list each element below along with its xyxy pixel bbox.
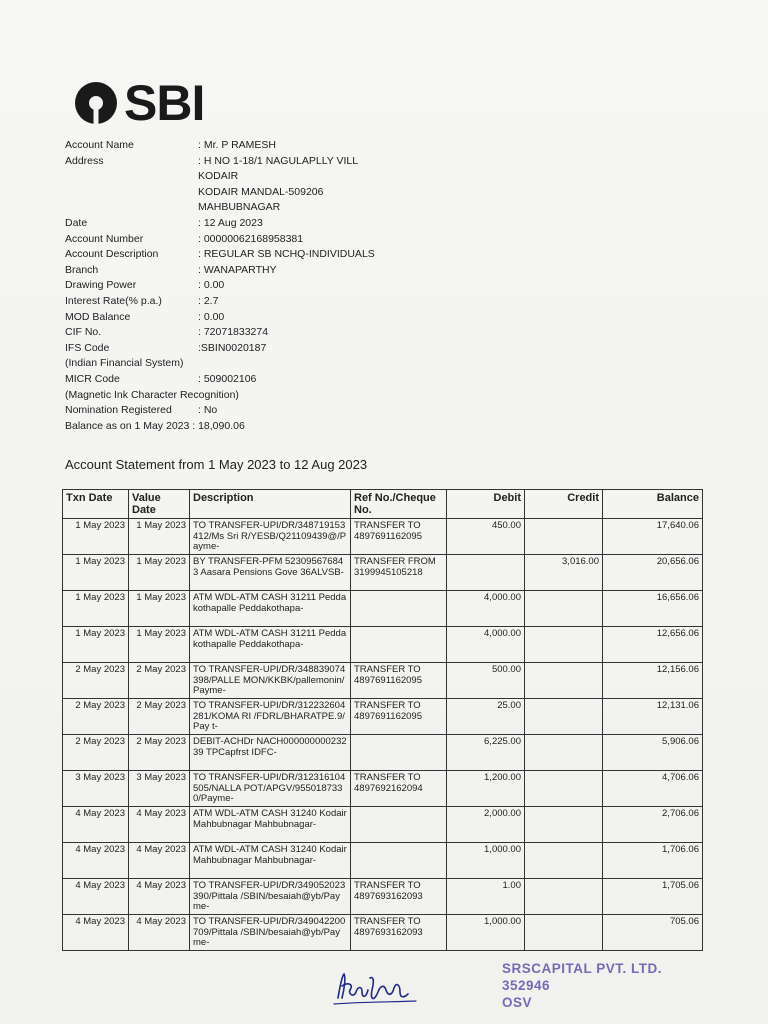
cell-txn-date: 3 May 2023: [63, 771, 129, 807]
cell-ref: TRANSFER FROM 3199945105218: [351, 555, 447, 591]
company-stamp: [502, 960, 662, 1011]
handwritten-signature: [330, 968, 420, 1008]
cell-value-date: 4 May 2023: [129, 843, 190, 879]
cell-value-date: 2 May 2023: [129, 699, 190, 735]
info-row: CIF No. : 72071833274: [65, 326, 269, 339]
cell-balance: 705.06: [603, 915, 703, 951]
cell-value-date: 3 May 2023: [129, 771, 190, 807]
cell-value-date: 4 May 2023: [129, 879, 190, 915]
opening-balance: Balance as on 1 May 2023 : 18,090.06: [65, 419, 245, 432]
cell-description: ATM WDL-ATM CASH 31240 Kodair Mahbubnagar Mahbubnagar-: [190, 807, 351, 843]
cell-txn-date: 2 May 2023: [63, 699, 129, 735]
cell-balance: 1,705.06: [603, 879, 703, 915]
cell-ref: [351, 627, 447, 663]
cell-ref: TRANSFER TO 4897692162094: [351, 771, 447, 807]
table-row: [63, 627, 703, 663]
cell-ref: [351, 735, 447, 771]
header-ref: Ref No./Cheque No.: [351, 490, 447, 519]
cell-value-date: 1 May 2023: [129, 591, 190, 627]
header-value-date: Value Date: [129, 490, 190, 519]
cell-value-date: 1 May 2023: [129, 627, 190, 663]
info-row: IFS Code :SBIN0020187: [65, 341, 267, 354]
cell-debit: 2,000.00: [447, 807, 525, 843]
info-row: MAHBUBNAGAR: [198, 201, 281, 214]
cell-debit: 4,000.00: [447, 591, 525, 627]
cell-credit: [525, 771, 603, 807]
header-balance: Balance: [603, 490, 703, 519]
cell-balance: 2,706.06: [603, 807, 703, 843]
cell-value-date: 4 May 2023: [129, 915, 190, 951]
cell-txn-date: 2 May 2023: [63, 663, 129, 699]
cell-balance: 17,640.06: [603, 519, 703, 555]
cell-txn-date: 1 May 2023: [63, 591, 129, 627]
micr-note: (Magnetic Ink Character Recognition): [65, 388, 239, 401]
cell-description: ATM WDL-ATM CASH 31211 Peddakothapalle Peddakothapa-: [190, 627, 351, 663]
cell-description: TO TRANSFER-UPI/DR/349052023390/Pittala /SBIN/besaiah@yb/Payme-: [190, 879, 351, 915]
info-row: Account Name : Mr. P RAMESH: [65, 139, 276, 151]
cell-balance: 12,656.06: [603, 627, 703, 663]
sbi-logo: [74, 75, 205, 131]
cell-ref: [351, 591, 447, 627]
cell-txn-date: 1 May 2023: [63, 519, 129, 555]
info-row: MOD Balance : 0.00: [65, 310, 225, 323]
cell-debit: 500.00: [447, 663, 525, 699]
table-row: [63, 879, 703, 915]
cell-debit: 4,000.00: [447, 627, 525, 663]
cell-balance: 16,656.06: [603, 591, 703, 627]
cell-ref: TRANSFER TO 4897693162093: [351, 915, 447, 951]
cell-value-date: 2 May 2023: [129, 663, 190, 699]
info-row: Account Description : REGULAR SB NCHQ-INDIVIDUALS: [65, 248, 375, 261]
cell-description: ATM WDL-ATM CASH 31240 Kodair Mahbubnagar Mahbubnagar-: [190, 843, 351, 879]
cell-description: TO TRANSFER-UPI/DR/312232604281/KOMA RI /FDRL/BHARATPE.9/Pay t-: [190, 699, 351, 735]
cell-balance: 12,131.06: [603, 699, 703, 735]
cell-balance: 20,656.06: [603, 555, 703, 591]
cell-debit: 1,000.00: [447, 843, 525, 879]
cell-credit: [525, 735, 603, 771]
cell-description: ATM WDL-ATM CASH 31211 Peddakothapalle Peddakothapa-: [190, 591, 351, 627]
header-description: Description: [190, 490, 351, 519]
cell-debit: 1.00: [447, 879, 525, 915]
cell-debit: 25.00: [447, 699, 525, 735]
table-row: [63, 699, 703, 735]
cell-debit: 450.00: [447, 519, 525, 555]
stamp-line-1: SRSCAPITAL PVT. LTD.: [502, 961, 663, 976]
cell-txn-date: 4 May 2023: [63, 879, 129, 915]
cell-description: TO TRANSFER-UPI/DR/348719153412/Ms Sri R/YESB/Q21109439@/Payme-: [190, 519, 351, 555]
cell-txn-date: 2 May 2023: [63, 735, 129, 771]
cell-balance: 1,706.06: [603, 843, 703, 879]
micr-row: MICR Code : 509002106: [65, 372, 257, 385]
info-row: Date : 12 Aug 2023: [65, 216, 263, 229]
table-row: [63, 663, 703, 699]
cell-credit: 3,016.00: [525, 555, 603, 591]
cell-txn-date: 1 May 2023: [63, 627, 129, 663]
signature: [330, 968, 420, 1013]
header-credit: Credit: [525, 490, 603, 519]
stamp-line-2: 352946: [502, 978, 551, 993]
cell-value-date: 2 May 2023: [129, 735, 190, 771]
table-row: [63, 555, 703, 591]
sbi-keyhole-icon: [74, 81, 118, 125]
cell-ref: TRANSFER TO 4897693162093: [351, 879, 447, 915]
cell-ref: [351, 807, 447, 843]
cell-description: TO TRANSFER-UPI/DR/349042200709/Pittala /SBIN/besaiah@yb/Payme-: [190, 915, 351, 951]
cell-description: BY TRANSFER-PFM 523095676843 Aasara Pensions Gove 36ALVSB-: [190, 555, 351, 591]
header-txn-date: Txn Date: [63, 490, 129, 519]
cell-debit: [447, 555, 525, 591]
account-info: [65, 138, 375, 434]
cell-value-date: 4 May 2023: [129, 807, 190, 843]
cell-credit: [525, 591, 603, 627]
nomination-row: Nomination Registered : No: [65, 404, 218, 417]
cell-debit: 6,225.00: [447, 735, 525, 771]
table-row: [63, 519, 703, 555]
cell-value-date: 1 May 2023: [129, 519, 190, 555]
info-row: Account Number : 00000062168958381: [65, 232, 304, 245]
table-row: [63, 843, 703, 879]
transactions-body: [63, 519, 703, 951]
cell-value-date: 1 May 2023: [129, 555, 190, 591]
stamp-line-3: OSV: [502, 995, 533, 1010]
cell-debit: 1,200.00: [447, 771, 525, 807]
table-row: [63, 735, 703, 771]
table-row: [63, 771, 703, 807]
cell-txn-date: 4 May 2023: [63, 843, 129, 879]
cell-balance: 4,706.06: [603, 771, 703, 807]
cell-txn-date: 1 May 2023: [63, 555, 129, 591]
cell-description: TO TRANSFER-UPI/DR/312316104505/NALLA POT/APGV/9550187330/Payme-: [190, 771, 351, 807]
cell-txn-date: 4 May 2023: [63, 807, 129, 843]
cell-balance: 5,906.06: [603, 735, 703, 771]
cell-ref: TRANSFER TO 4897691162095: [351, 663, 447, 699]
table-header-row: [63, 490, 703, 519]
cell-credit: [525, 663, 603, 699]
cell-ref: [351, 843, 447, 879]
info-row: Interest Rate(% p.a.) : 2.7: [65, 294, 219, 307]
info-row: Address : H NO 1-18/1 NAGULAPLLY VILL: [65, 154, 359, 167]
cell-credit: [525, 879, 603, 915]
cell-credit: [525, 843, 603, 879]
cell-ref: TRANSFER TO 4897691162095: [351, 699, 447, 735]
table-row: [63, 915, 703, 951]
cell-credit: [525, 699, 603, 735]
sbi-logo-text: SBI: [124, 75, 205, 131]
cell-txn-date: 4 May 2023: [63, 915, 129, 951]
statement-title: Account Statement from 1 May 2023 to 12 Aug 2023: [65, 457, 368, 472]
cell-credit: [525, 915, 603, 951]
cell-credit: [525, 519, 603, 555]
ifs-note: (Indian Financial System): [65, 357, 184, 370]
info-row: Branch : WANAPARTHY: [65, 263, 277, 276]
cell-credit: [525, 627, 603, 663]
cell-description: DEBIT-ACHDr NACH00000000023239 TPCapfrst IDFC-: [190, 735, 351, 771]
cell-description: TO TRANSFER-UPI/DR/348839074398/PALLE MON/KKBK/pallemonin/Payme-: [190, 663, 351, 699]
cell-debit: 1,000.00: [447, 915, 525, 951]
header-debit: Debit: [447, 490, 525, 519]
info-row: Drawing Power : 0.00: [65, 279, 225, 292]
cell-ref: TRANSFER TO 4897691162095: [351, 519, 447, 555]
cell-credit: [525, 807, 603, 843]
cell-balance: 12,156.06: [603, 663, 703, 699]
table-row: [63, 807, 703, 843]
info-row: KODAIR MANDAL-509206: [198, 185, 324, 198]
info-row: KODAIR: [198, 170, 239, 183]
table-row: [63, 591, 703, 627]
transactions-table: [62, 489, 703, 951]
